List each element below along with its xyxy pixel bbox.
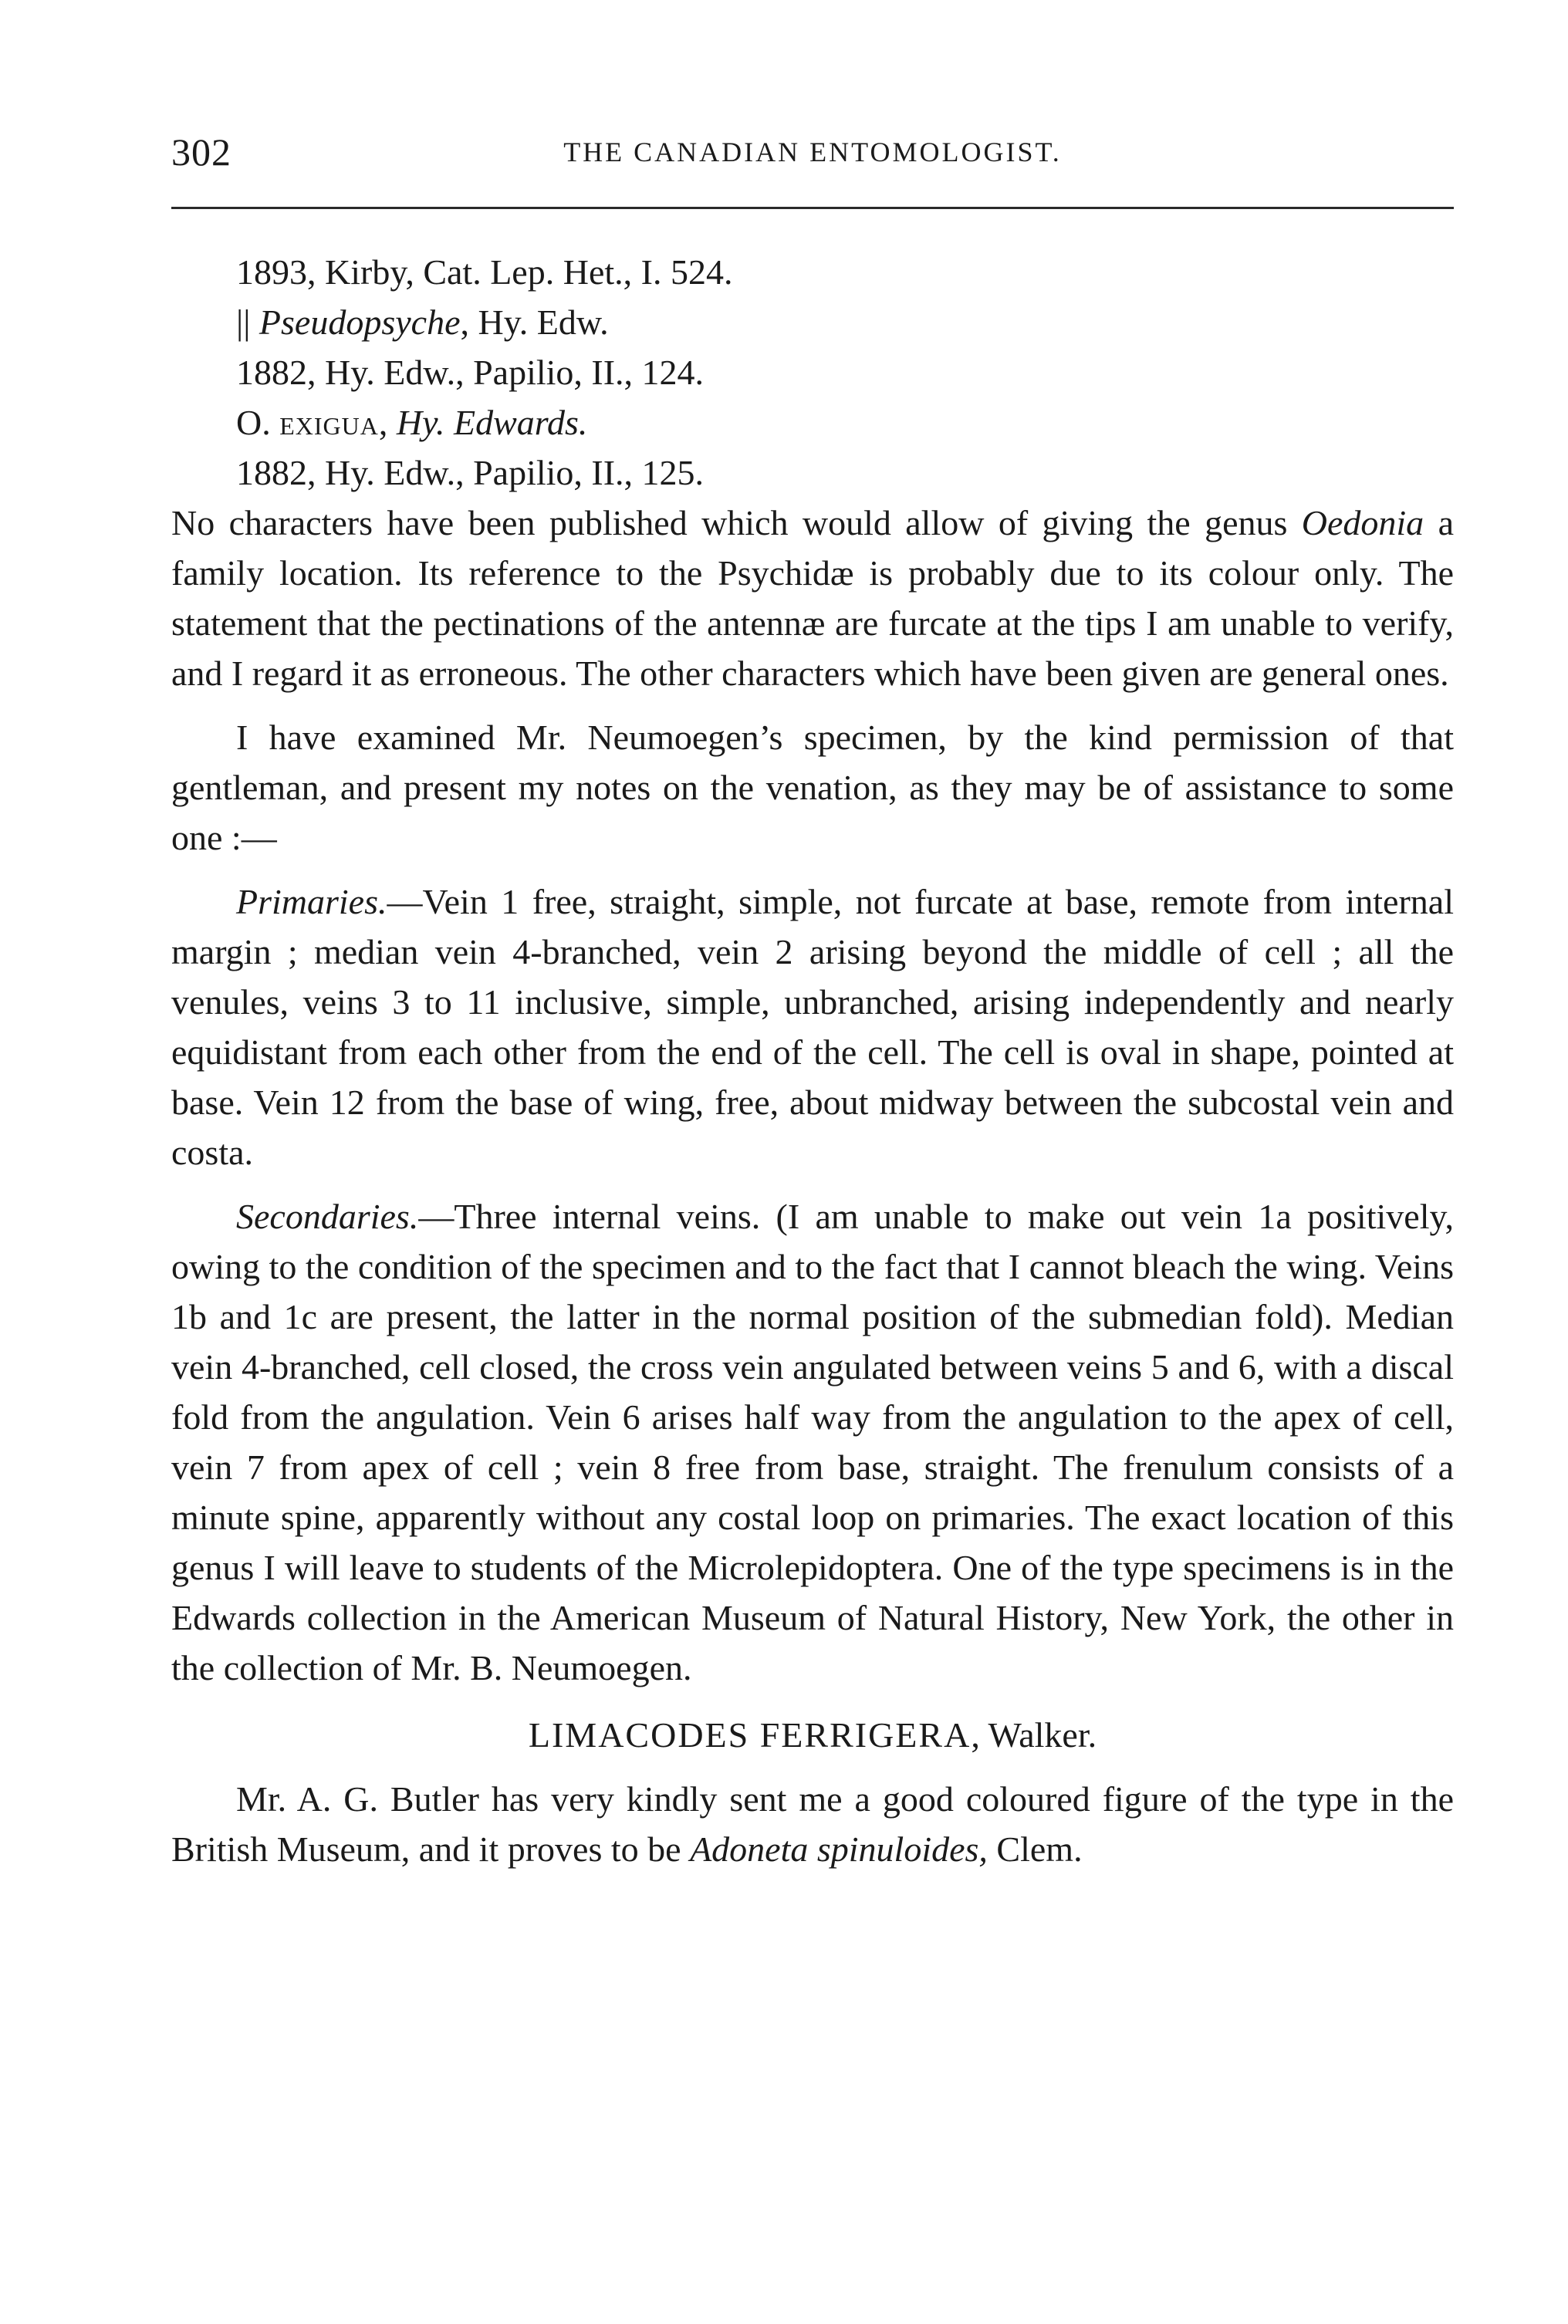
header-rule xyxy=(171,207,1454,209)
biblio-line xyxy=(236,297,1454,347)
biblio-genus: Pseudopsyche xyxy=(259,302,461,342)
page-header xyxy=(171,130,1454,184)
paragraph-text: a family location. Its reference to the Psychidæ is probably due to its colour only. The statement that the pectinations of the antennæ are furcate at the tips I am unable to verify, and I regard it as erroneous. The other characters which have been given are general ones. xyxy=(171,503,1454,693)
section-heading xyxy=(171,1710,1454,1760)
biblio-author: , Hy. Edw. xyxy=(460,302,609,342)
page-body xyxy=(171,247,1454,1874)
paragraph-primaries xyxy=(171,877,1454,1177)
primaries-text: —Vein 1 free, straight, simple, not furcate at base, remote from internal margin ; median vein 4-branched, vein 2 arising beyond the middle of cell ; all the venules, veins 3 to 11 inclusive, simple, unbranched, arising independently and nearly equidistant from each other from the end of the cell. The cell is oval in shape, pointed at base. Vein 12 from the base of wing, free, about midway between the subcostal vein and costa. xyxy=(171,882,1454,1172)
paragraph-text: Mr. A. G. Butler has very kindly sent me a good coloured figure of the type in the British Museum, and it proves to be xyxy=(171,1779,1454,1869)
paragraph-secondaries xyxy=(171,1191,1454,1693)
bibliography-block xyxy=(171,247,1454,498)
biblio-line: 1882, Hy. Edw., Papilio, II., 124. xyxy=(236,353,705,392)
biblio-sep: , xyxy=(378,403,397,442)
section-species-name: LIMACODES FERRIGERA xyxy=(528,1715,972,1755)
biblio-genus-initial: O. xyxy=(236,403,280,442)
biblio-preoccupied-mark: || xyxy=(236,302,259,342)
biblio-line xyxy=(236,397,1454,448)
running-head: THE CANADIAN ENTOMOLOGIST. xyxy=(563,137,1062,167)
page-number: 302 xyxy=(171,130,231,174)
paragraph-text: No characters have been published which would allow of giving the genus xyxy=(171,503,1302,542)
biblio-species: exigua xyxy=(279,403,379,442)
biblio-species-author: Hy. Edwards. xyxy=(396,403,588,442)
biblio-line: 1893, Kirby, Cat. Lep. Het., I. 524. xyxy=(236,252,733,292)
section-author: Walker. xyxy=(988,1715,1097,1755)
secondaries-label: Secondaries. xyxy=(236,1197,419,1236)
paragraph-butler xyxy=(171,1774,1454,1874)
primaries-label: Primaries. xyxy=(236,882,387,921)
paragraph-examination: I have examined Mr. Neumoegen’s specimen, by the kind permission of that gentleman, and present my notes on the venation, as they may be of assistance to some one :— xyxy=(171,718,1454,857)
section-sep: , xyxy=(971,1715,988,1755)
secondaries-text: —Three internal veins. (I am unable to make out vein 1a positively, owing to the condition of the specimen and to the fact that I cannot bleach the wing. Veins 1b and 1c are present, the latter in the normal position of the submedian fold). Median vein 4-branched, cell closed, the cross vein angulated between veins 5 and 6, with a discal fold from the angulation. Vein 6 arises half way from the angulation to the apex of cell, vein 7 from apex of cell ; vein 8 free from base, straight. The frenulum consists of a minute spine, apparently without any costal loop on primaries. The exact location of this genus I will leave to students of the Microlepidoptera. One of the type specimens is in the Edwards collection in the American Museum of Natural History, New York, the other in the collection of Mr. B. Neumoegen. xyxy=(171,1197,1454,1687)
genus-name: Oedonia xyxy=(1301,503,1424,542)
paragraph-text: Clem. xyxy=(987,1829,1083,1869)
species-name: Adoneta spinuloides, xyxy=(690,1829,988,1869)
paragraph-family-location xyxy=(171,498,1454,698)
biblio-line: 1882, Hy. Edw., Papilio, II., 125. xyxy=(236,453,705,492)
